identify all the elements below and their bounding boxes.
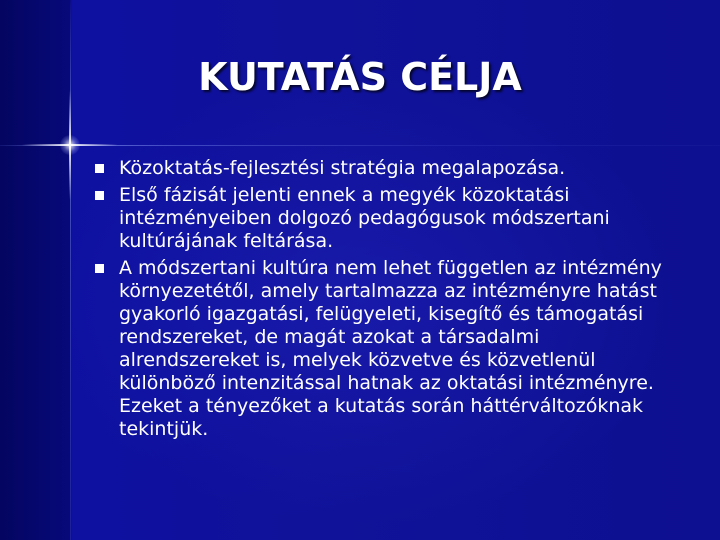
bullet-item bbox=[92, 157, 662, 180]
square-bullet-icon bbox=[95, 191, 104, 200]
bullet-list bbox=[92, 157, 662, 445]
slide-title: KUTATÁS CÉLJA bbox=[198, 55, 522, 99]
bullet-item bbox=[92, 257, 662, 441]
bullet-text: A módszertani kultúra nem lehet független az intézmény környezetétől, amely tartalmazza az intézményre hatást gyakorló igazgatási, felügyeleti, kisegítő és támogatási rendszereket, de magát azokat a társadalmi alrendszereket is, melyek közvetve és közvetlenül különböző intenzitással hatnak az oktatási intézményre. Ezeket a tényezőket a kutatás során háttérváltozóknak tekintjük. bbox=[119, 257, 662, 440]
square-bullet-icon bbox=[95, 264, 104, 273]
bullet-item bbox=[92, 184, 662, 253]
sparkle-horizontal-ray bbox=[22, 144, 118, 146]
left-decor-strip bbox=[0, 0, 70, 540]
square-bullet-icon bbox=[95, 164, 104, 173]
bullet-text: Első fázisát jelenti ennek a megyék közoktatási intézményeiben dolgozó pedagógusok módszertani kultúrájának feltárása. bbox=[119, 184, 610, 252]
bullet-text: Közoktatás-fejlesztési stratégia megalapozása. bbox=[119, 157, 566, 179]
